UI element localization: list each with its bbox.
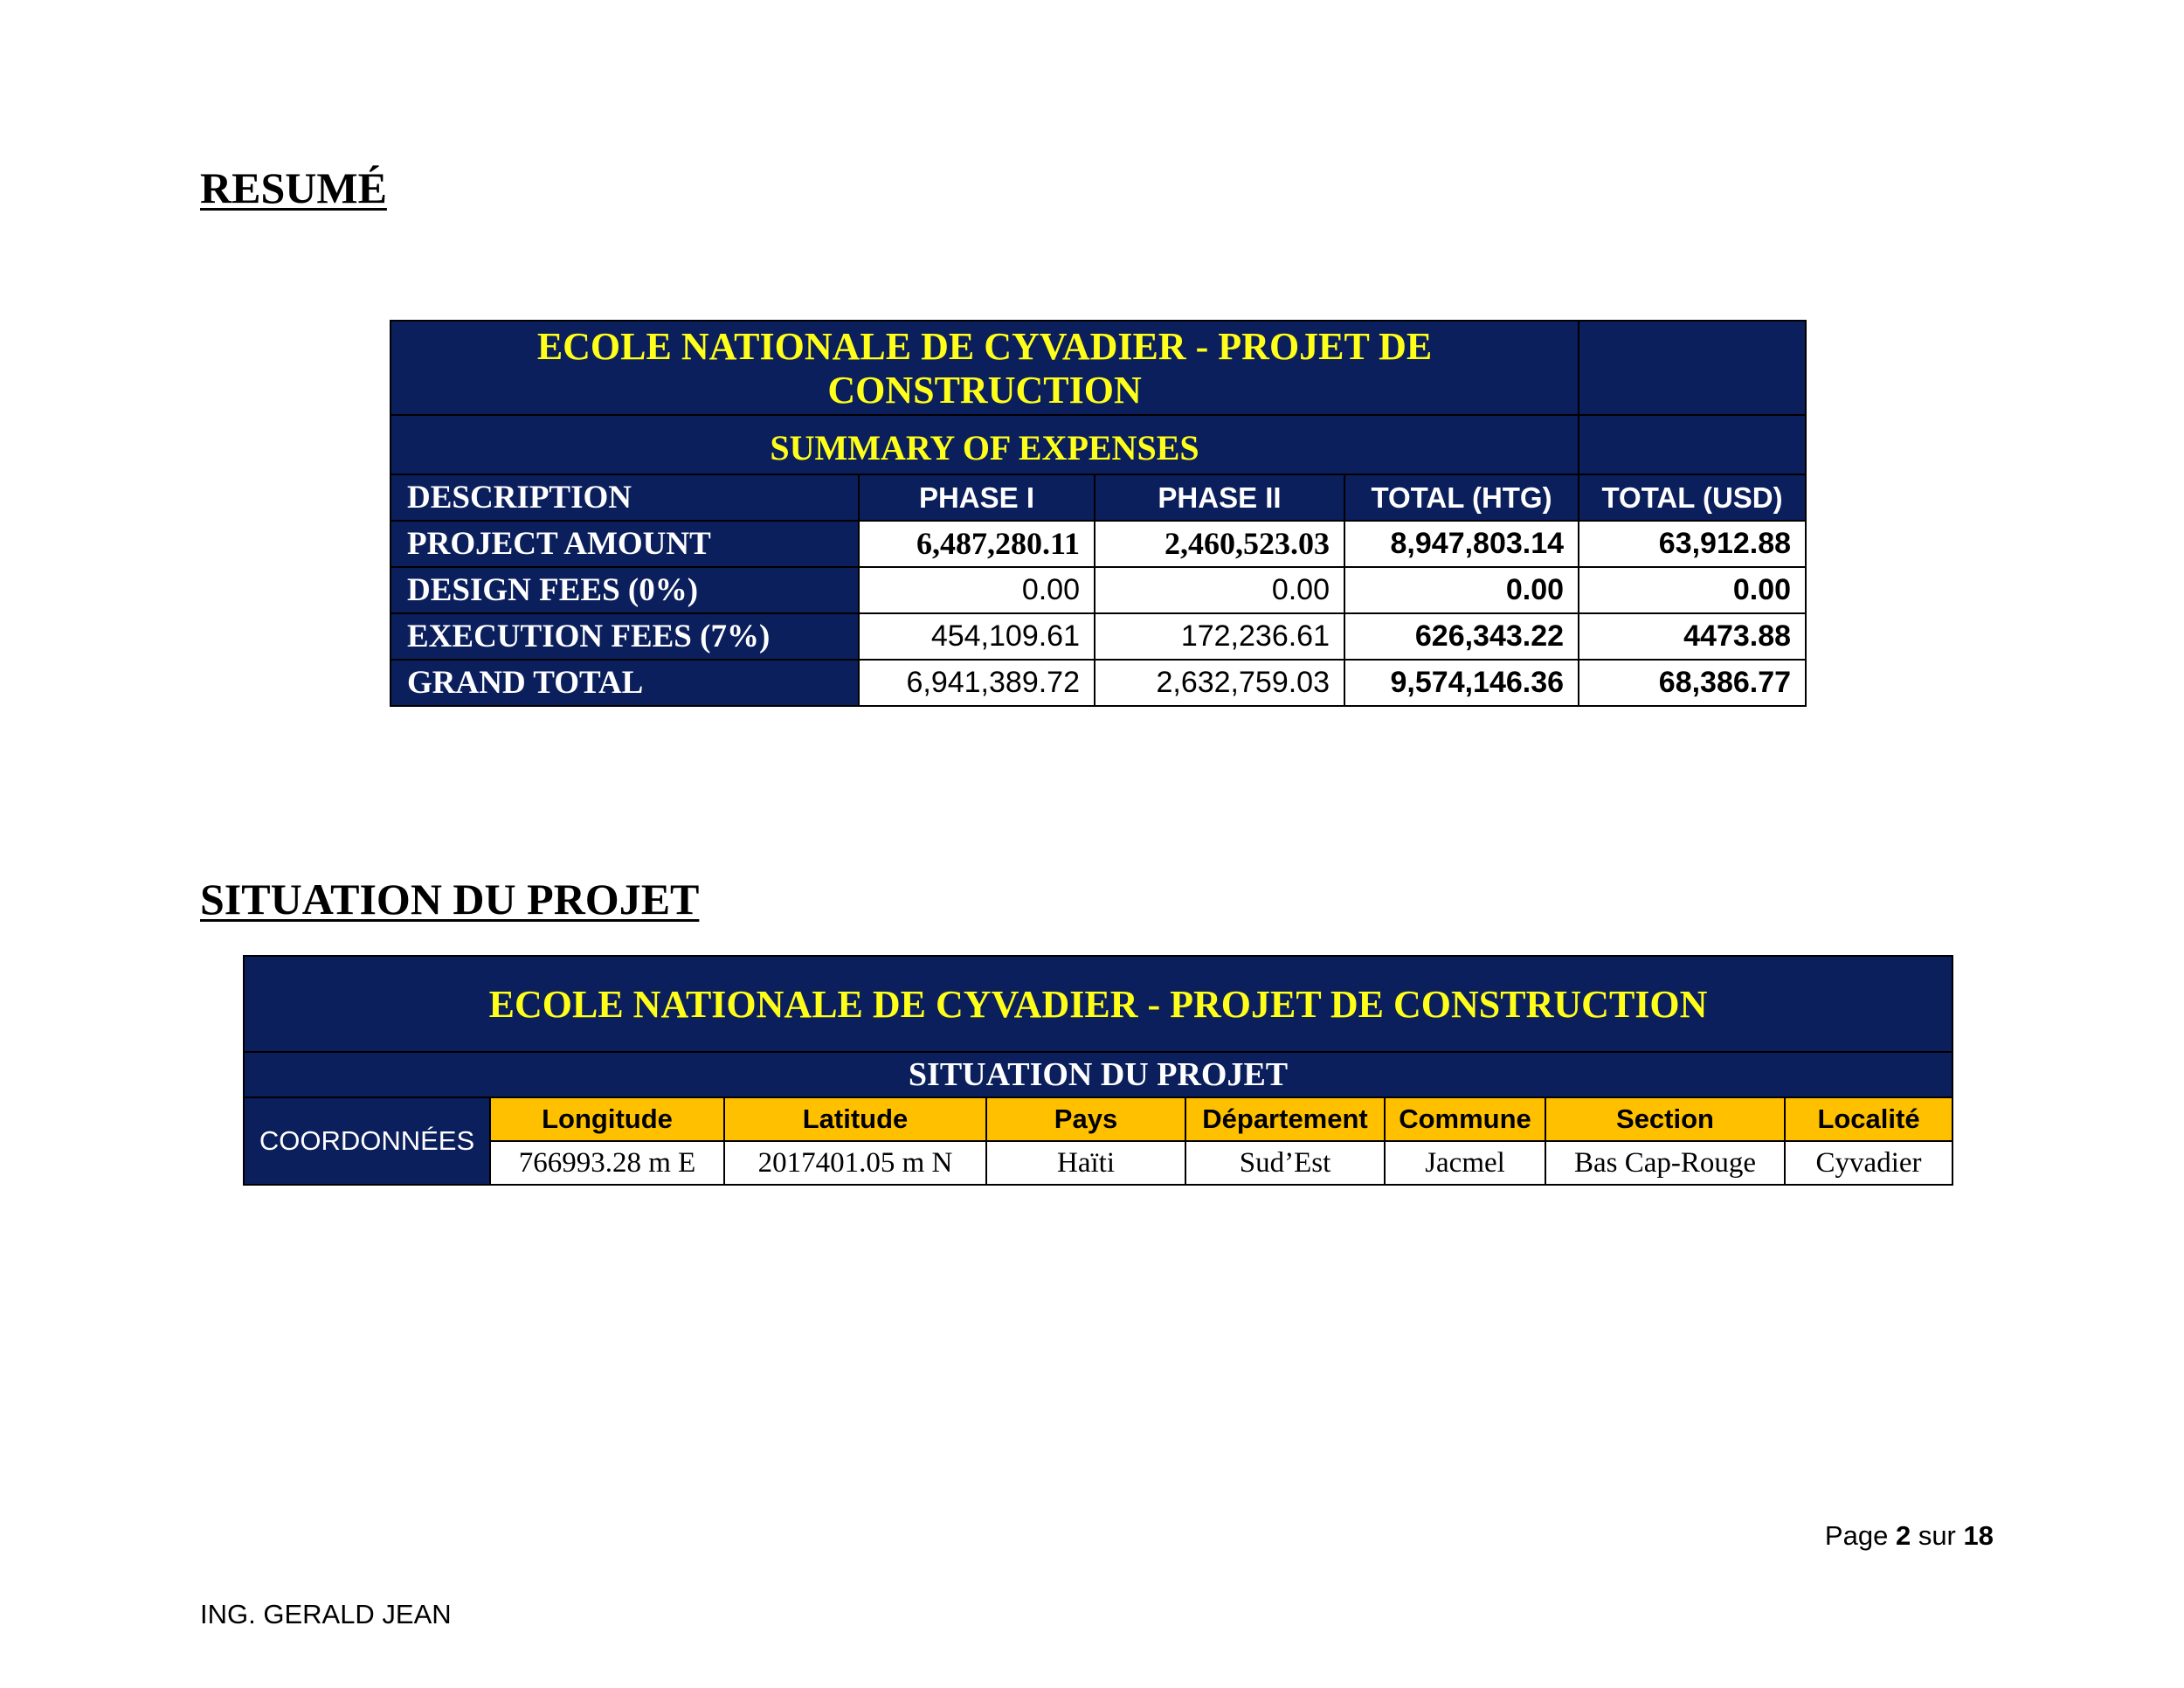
localite-value: Cyvadier bbox=[1785, 1141, 1952, 1185]
situation-heading: SITUATION DU PROJET bbox=[200, 875, 700, 924]
table-row bbox=[390, 660, 1806, 706]
header-pays: Pays bbox=[986, 1097, 1185, 1141]
page-total: 18 bbox=[1963, 1520, 1994, 1551]
total-htg-value: 626,343.22 bbox=[1344, 613, 1579, 660]
header-departement: Département bbox=[1185, 1097, 1385, 1141]
pays-value: Haïti bbox=[986, 1141, 1185, 1185]
summary-title: ECOLE NATIONALE DE CYVADIER - PROJET DE CONSTRUCTION bbox=[390, 321, 1579, 415]
header-total-htg: TOTAL (HTG) bbox=[1344, 474, 1579, 521]
phase1-value: 6,487,280.11 bbox=[859, 521, 1095, 567]
total-htg-value: 0.00 bbox=[1344, 567, 1579, 613]
section-value: Bas Cap-Rouge bbox=[1545, 1141, 1785, 1185]
total-usd-value: 63,912.88 bbox=[1579, 521, 1806, 567]
coordinates-label: COORDONNÉES bbox=[244, 1097, 490, 1185]
commune-value: Jacmel bbox=[1385, 1141, 1545, 1185]
summary-title-blank bbox=[1579, 321, 1806, 415]
header-section: Section bbox=[1545, 1097, 1785, 1141]
header-description: DESCRIPTION bbox=[390, 474, 859, 521]
header-total-usd: TOTAL (USD) bbox=[1579, 474, 1806, 521]
header-commune: Commune bbox=[1385, 1097, 1545, 1141]
total-usd-value: 68,386.77 bbox=[1579, 660, 1806, 706]
summary-subtitle-blank bbox=[1579, 415, 1806, 474]
row-label: PROJECT AMOUNT bbox=[390, 521, 859, 567]
summary-subtitle: SUMMARY OF EXPENSES bbox=[390, 415, 1579, 474]
total-htg-value: 8,947,803.14 bbox=[1344, 521, 1579, 567]
phase2-value: 0.00 bbox=[1095, 567, 1344, 613]
table-row bbox=[390, 613, 1806, 660]
phase1-value: 6,941,389.72 bbox=[859, 660, 1095, 706]
longitude-value: 766993.28 m E bbox=[490, 1141, 724, 1185]
phase2-value: 2,460,523.03 bbox=[1095, 521, 1344, 567]
latitude-value: 2017401.05 m N bbox=[724, 1141, 986, 1185]
header-phase-1: PHASE I bbox=[859, 474, 1095, 521]
situation-title: ECOLE NATIONALE DE CYVADIER - PROJET DE CONSTRUCTION bbox=[244, 956, 1952, 1052]
row-label: DESIGN FEES (0%) bbox=[390, 567, 859, 613]
phase2-value: 172,236.61 bbox=[1095, 613, 1344, 660]
departement-value: Sud’Est bbox=[1185, 1141, 1385, 1185]
total-usd-value: 0.00 bbox=[1579, 567, 1806, 613]
header-localite: Localité bbox=[1785, 1097, 1952, 1141]
situation-table bbox=[243, 955, 1953, 1186]
row-label: EXECUTION FEES (7%) bbox=[390, 613, 859, 660]
phase1-value: 0.00 bbox=[859, 567, 1095, 613]
row-label: GRAND TOTAL bbox=[390, 660, 859, 706]
resume-heading: RESUMÉ bbox=[200, 163, 387, 212]
page-current: 2 bbox=[1895, 1520, 1911, 1551]
page-sep: sur bbox=[1918, 1520, 1956, 1551]
header-phase-2: PHASE II bbox=[1095, 474, 1344, 521]
total-htg-value: 9,574,146.36 bbox=[1344, 660, 1579, 706]
footer-author: ING. GERALD JEAN bbox=[200, 1599, 452, 1629]
situation-subtitle: SITUATION DU PROJET bbox=[244, 1052, 1952, 1097]
total-usd-value: 4473.88 bbox=[1579, 613, 1806, 660]
page-number bbox=[1825, 1520, 1994, 1552]
header-longitude: Longitude bbox=[490, 1097, 724, 1141]
phase1-value: 454,109.61 bbox=[859, 613, 1095, 660]
table-row bbox=[390, 567, 1806, 613]
table-row bbox=[244, 1141, 1952, 1185]
phase2-value: 2,632,759.03 bbox=[1095, 660, 1344, 706]
header-latitude: Latitude bbox=[724, 1097, 986, 1141]
table-row bbox=[390, 521, 1806, 567]
summary-table bbox=[390, 320, 1807, 707]
page-prefix: Page bbox=[1824, 1520, 1889, 1551]
